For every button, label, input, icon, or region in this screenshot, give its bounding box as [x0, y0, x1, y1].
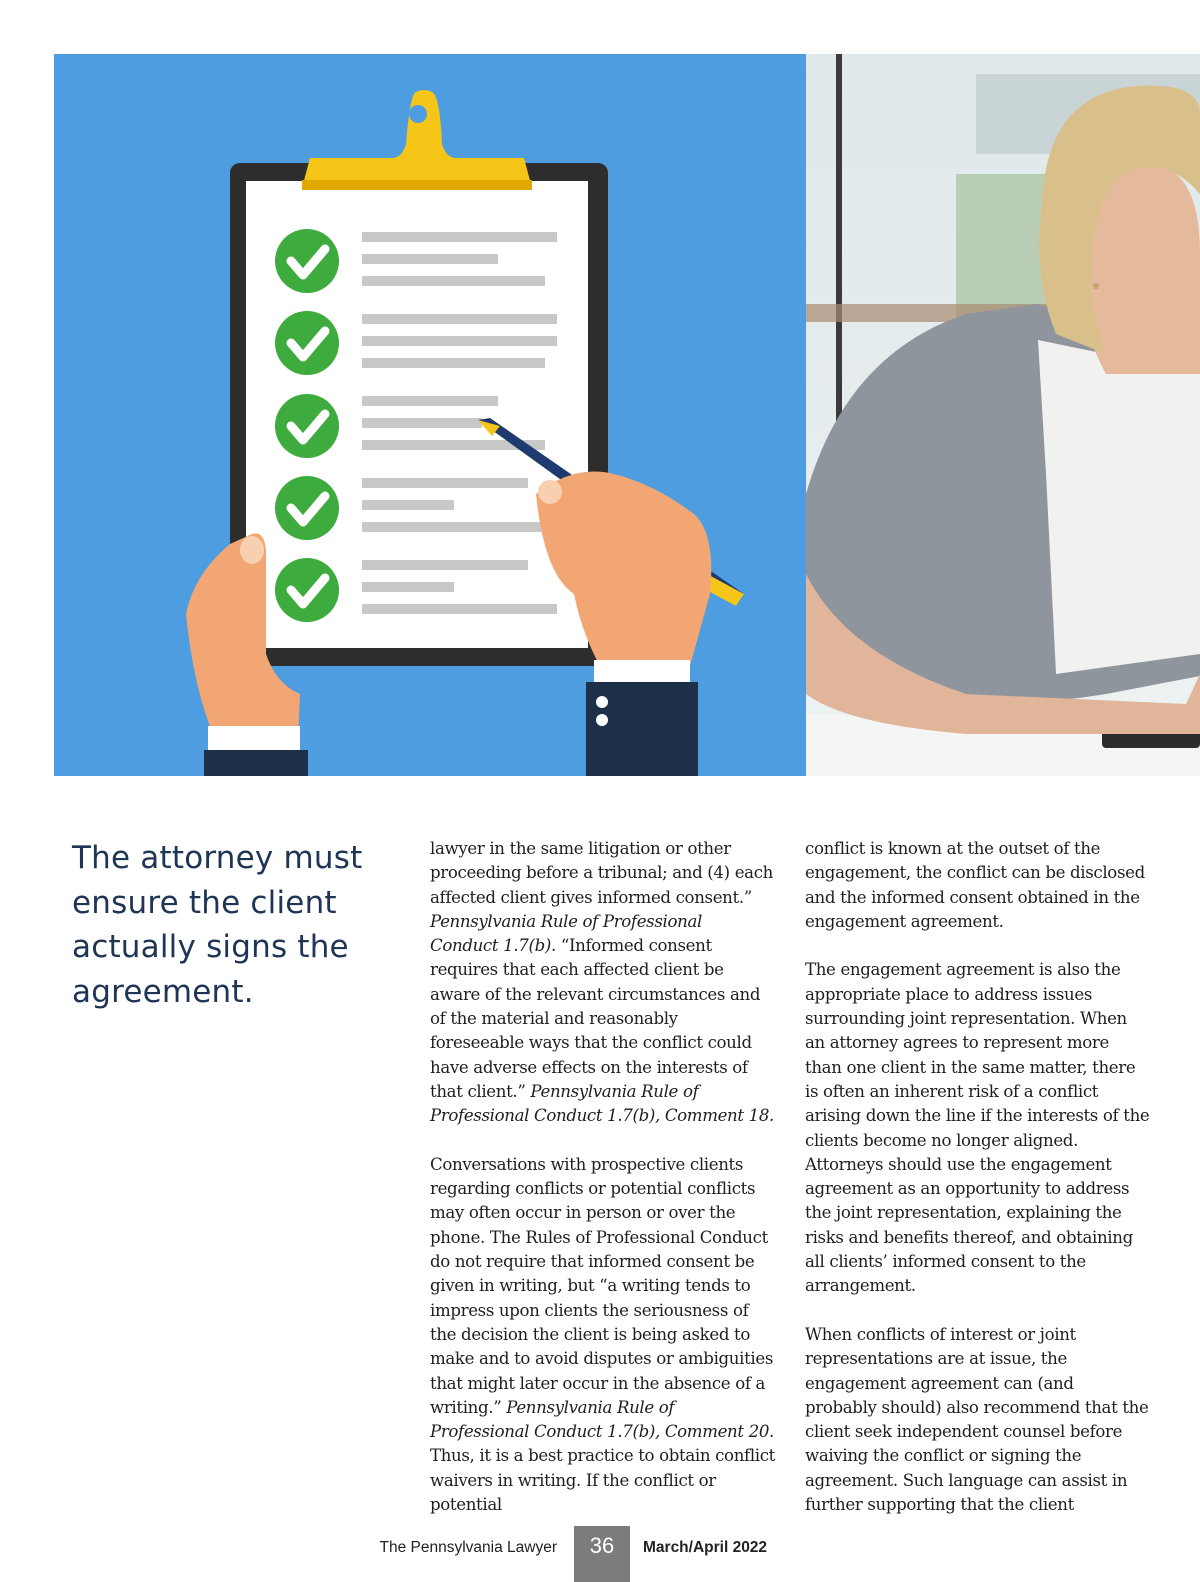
footer-publication-name: The Pennsylvania Lawyer [379, 1539, 557, 1556]
paragraph-text: conflict is known at the outset of the engagement, the conflict can be disclosed and the informed consent obtained in the engagement agreement. [805, 839, 1145, 931]
paragraph-text: The engagement agreement is also the appropriate place to address issues surrounding joint representation. When an attorney agrees to represent more than one client in the same matter, there is often an inherent risk of a conflict arising down the line if the interests of the clients become no longer aligned. Attorneys should use the engagement agreement as an opportunity to address the joint representation, explaining the risks and benefits thereof, and obtaining all clients’ informed consent to the arrangement. [805, 960, 1150, 1296]
check-item-2 [275, 311, 557, 375]
clipboard-checklist-illustration [54, 54, 806, 776]
article-column-right [805, 837, 1150, 1542]
citation-text: Pennsylvania Rule of Professional Conduct 1.7(b), Comment 18. [430, 1081, 774, 1126]
paragraph-text: When conflicts of interest or joint representations are at issue, the engagement agreement can (and probably should) also recommend that the client seek independent counsel before waiving the conflict or signing the agreement. Such language can assist in further supporting that the client [805, 1324, 1149, 1515]
woman-at-table-photo [806, 54, 1200, 776]
footer-issue-date: March/April 2022 [643, 1539, 768, 1556]
paragraph-text: lawyer in the same litigation or other proceeding before a tribunal; and (4) each affected client gives informed consent.” [430, 839, 773, 907]
pull-quote: The attorney must ensure the client actually signs the agreement. [72, 840, 363, 1010]
paragraph-text: Conversations with prospective clients regarding conflicts or potential conflicts may often occur in person or over the phone. The Rules of Professional Conduct do not require that informed consent be given in writing, but “a writing tends to impress upon clients the seriousness of the decision the client is being asked to make and to avoid disputes or ambiguities that might later occur in the absence of a writing.” [430, 1154, 774, 1417]
article-paragraph [805, 958, 1150, 1298]
page-footer [0, 1526, 1200, 1582]
article-paragraph [430, 837, 775, 1129]
article-paragraph [430, 1153, 775, 1517]
article-paragraph [805, 837, 1150, 934]
citation-text: Pennsylvania Rule of Professional Conduct 1.7(b), Comment 20. [430, 1397, 774, 1442]
citation-text: Pennsylvania Rule of Professional Conduct 1.7(b) [430, 911, 702, 956]
paragraph-text: Thus, it is a best practice to obtain conflict waivers in writing. If the conflict or potential [430, 1446, 775, 1515]
footer-page-number: 36 [574, 1526, 630, 1582]
paragraph-text: . “Informed consent requires that each affected client be aware of the relevant circumstances and of the material and reasonably foreseeable ways that the conflict could have adverse effects on the interests of that client.” [430, 936, 761, 1101]
article-column-middle [430, 837, 775, 1542]
article-paragraph [805, 1323, 1150, 1517]
